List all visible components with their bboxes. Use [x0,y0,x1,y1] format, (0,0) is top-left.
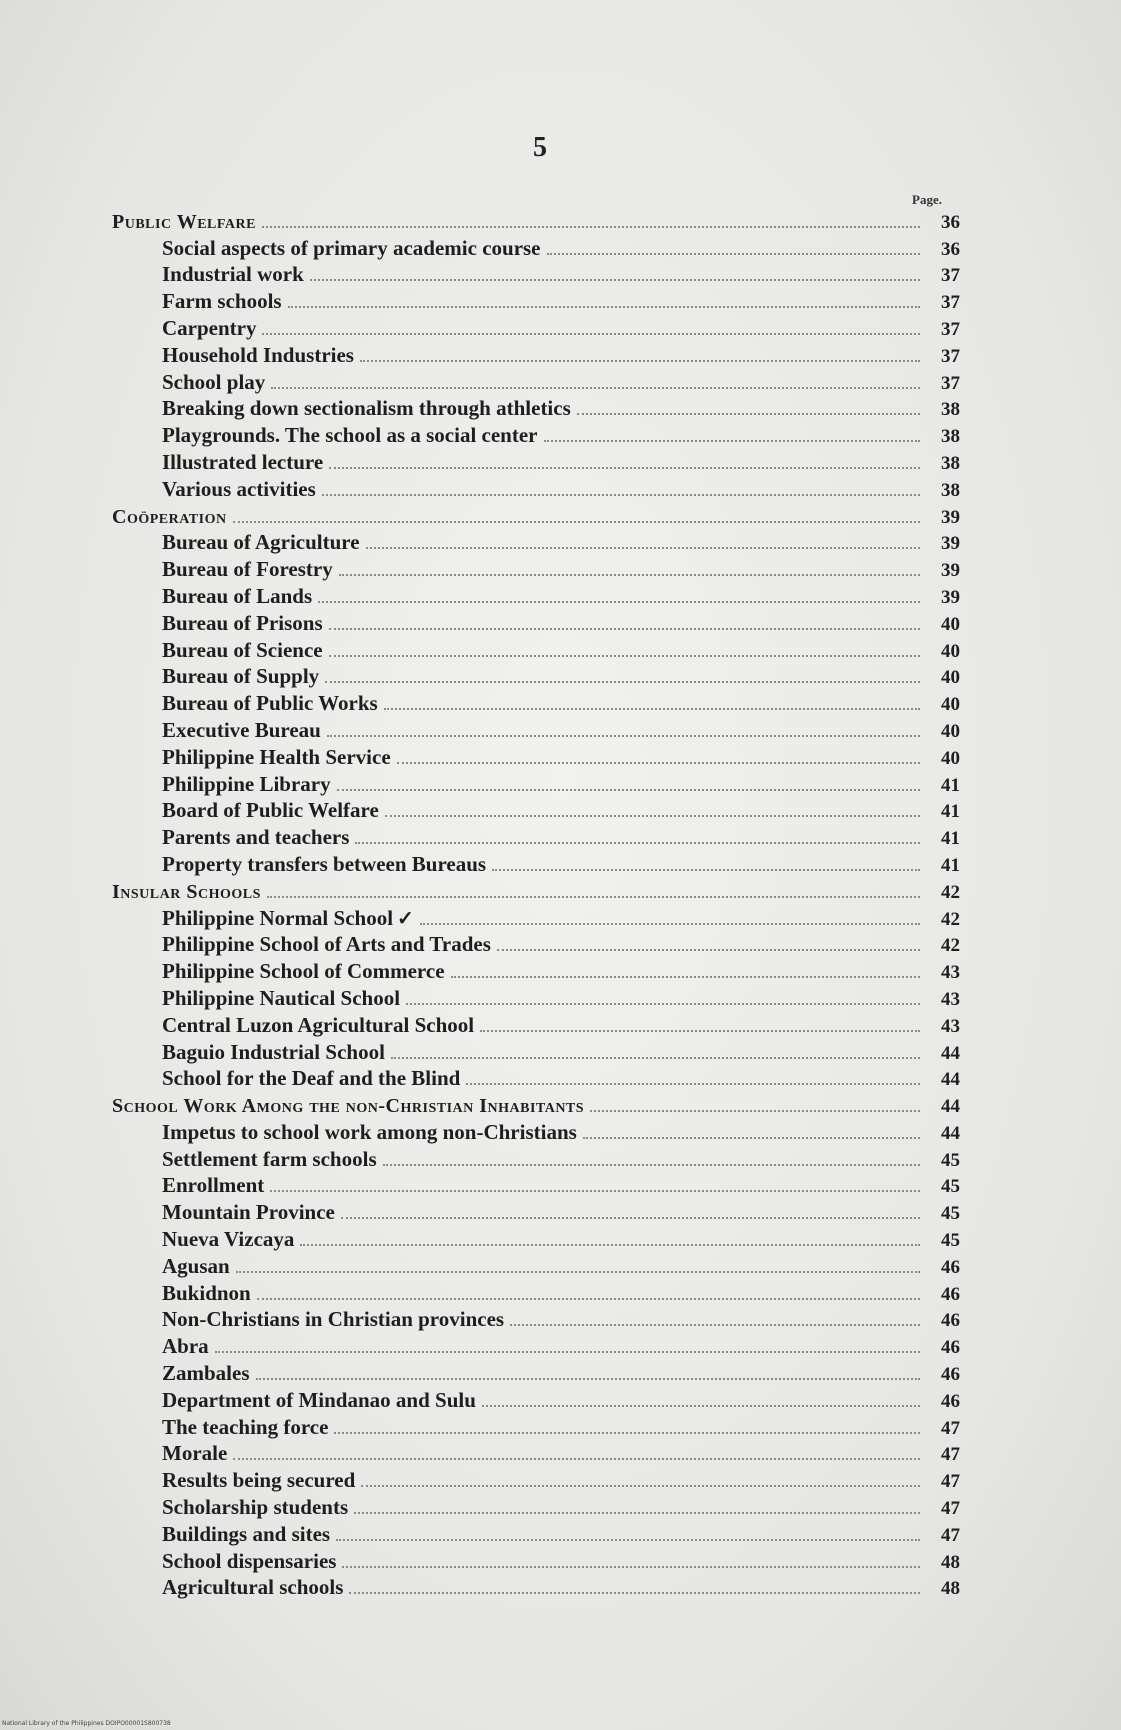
toc-entry-label: School for the Deaf and the Blind [162,1066,461,1091]
toc-entry-label: Bureau of Supply [162,664,320,689]
dot-leader [510,1323,920,1326]
toc-entry-page: 41 [941,854,960,876]
toc-entry-label: Farm schools [162,289,282,314]
toc-entry [112,1009,960,1036]
toc-entry-page: 44 [941,1122,960,1144]
toc-entry-page: 40 [941,720,960,742]
toc-entry-label: Carpentry [162,315,257,340]
dot-leader [361,1484,920,1487]
toc-entry-label: Bureau of Forestry [162,557,333,582]
toc-entry-label: Bureau of Prisons [162,610,323,635]
dot-leader [337,788,920,791]
toc-entry-label: Coöperation [112,505,227,528]
dot-leader [383,1163,920,1166]
toc-entry [112,1143,960,1170]
dot-leader [233,520,920,523]
toc-entry-label: Bukidnon [162,1280,251,1305]
toc-entry-page: 46 [941,1364,960,1386]
toc-entry-page: 36 [941,211,960,233]
dot-leader [480,1029,920,1032]
toc-entry-page: 40 [941,747,960,769]
dot-leader [233,1457,920,1460]
dot-leader [336,1538,920,1541]
dot-leader [300,1243,920,1246]
toc-entry [112,768,960,795]
toc-entry-label: Mountain Province [162,1200,335,1225]
toc-entry [112,714,960,741]
toc-entry-page: 38 [941,399,960,421]
toc-entry-label: Philippine Nautical School [162,985,401,1010]
toc-entry-page: 48 [941,1551,960,1573]
toc-entry-page: 40 [941,667,960,689]
table-of-contents [112,205,960,1598]
toc-entry [112,1250,960,1277]
dot-leader [262,225,920,228]
toc-entry-page: 42 [941,935,960,957]
toc-entry-label: Parents and teachers [162,825,350,850]
toc-entry-page: 40 [941,613,960,635]
toc-entry-page: 43 [941,962,960,984]
dot-leader [384,707,920,710]
toc-entry-page: 43 [941,988,960,1010]
dot-leader [590,1109,920,1112]
toc-entry-label: The teaching force [162,1414,329,1439]
toc-entry-page: 36 [941,238,960,260]
toc-entry-page: 39 [941,533,960,555]
dot-leader [406,1002,920,1005]
dot-leader [236,1270,920,1273]
toc-entry-label: Enrollment [162,1173,265,1198]
toc-entry [112,339,960,366]
archive-footer: National Library of the Philippines DOIPO00001S800738 [2,1720,171,1727]
toc-entry-label: Settlement farm schools [162,1146,377,1171]
toc-entry-label: Zambales [162,1361,250,1386]
toc-entry-label: Results being secured [162,1468,356,1493]
toc-entry-label: Impetus to school work among non-Christians [162,1119,577,1144]
toc-entry [112,848,960,875]
toc-entry [112,1170,960,1197]
toc-entry-label: Social aspects of primary academic course [162,235,541,260]
toc-entry [112,1196,960,1223]
dot-leader [310,278,920,281]
toc-entry [112,607,960,634]
toc-entry-label: Non-Christians in Christian provinces [162,1307,505,1332]
toc-entry-page: 47 [941,1498,960,1520]
toc-entry-page: 39 [941,586,960,608]
toc-entry-label: Household Industries [162,342,354,367]
dot-leader [329,627,920,630]
toc-entry-label: Executive Bureau [162,717,321,742]
toc-entry [112,929,960,956]
dot-leader [451,975,920,978]
toc-entry [112,580,960,607]
toc-entry-label: Bureau of Science [162,637,323,662]
dot-leader [544,439,921,442]
toc-entry [112,661,960,688]
dot-leader [257,1297,920,1300]
toc-entry [112,982,960,1009]
toc-entry-page: 47 [941,1417,960,1439]
toc-entry-label: Playgrounds. The school as a social center [162,423,538,448]
toc-entry-page: 48 [941,1578,960,1600]
toc-entry [112,419,960,446]
toc-entry-label: Insular Schools [112,880,261,903]
toc-entry-page: 39 [941,506,960,528]
toc-entry-label: Bureau of Lands [162,583,313,608]
dot-leader [366,546,920,549]
toc-entry-label: Scholarship students [162,1495,349,1520]
toc-entry-label: Central Luzon Agricultural School [162,1012,475,1037]
toc-entry-page: 41 [941,828,960,850]
dot-leader [339,573,920,576]
toc-entry [112,1464,960,1491]
toc-entry [112,232,960,259]
toc-entry-page: 46 [941,1390,960,1412]
toc-entry-label: School Work Among the non-Christian Inhabitants [112,1095,585,1118]
toc-entry-page: 46 [941,1337,960,1359]
dot-leader [329,654,920,657]
toc-entry [112,1357,960,1384]
toc-entry-page: 45 [941,1176,960,1198]
toc-entry-label: Agusan [162,1253,230,1278]
toc-entry-label: Bureau of Public Works [162,691,378,716]
toc-entry-page: 44 [941,1096,960,1118]
toc-entry [112,1304,960,1331]
toc-entry-label: Nueva Vizcaya [162,1227,295,1252]
toc-entry-page: 41 [941,801,960,823]
dot-leader [497,948,920,951]
toc-entry-label: Philippine Normal School [162,905,394,930]
toc-entry [112,1411,960,1438]
toc-entry [112,553,960,580]
dot-leader [492,868,920,871]
toc-entry [112,902,960,929]
toc-section-heading [112,1089,960,1116]
dot-leader [270,1189,920,1192]
toc-entry-label: Morale [162,1441,228,1466]
dot-leader [342,1565,920,1568]
toc-entry-label: Board of Public Welfare [162,798,379,823]
check-mark-icon: ✓ [397,907,414,930]
dot-leader [420,922,920,925]
toc-entry-page: 44 [941,1069,960,1091]
toc-entry-label: Agricultural schools [162,1575,344,1600]
toc-entry-page: 43 [941,1015,960,1037]
dot-leader [360,359,920,362]
dot-leader [318,600,920,603]
toc-entry [112,1518,960,1545]
toc-entry [112,1545,960,1572]
toc-entry [112,1384,960,1411]
toc-entry [112,795,960,822]
toc-entry [112,259,960,286]
toc-entry-page: 47 [941,1444,960,1466]
toc-entry-page: 42 [941,881,960,903]
toc-entry-page: 38 [941,452,960,474]
toc-entry-label: Illustrated lecture [162,449,324,474]
toc-entry [112,1438,960,1465]
toc-entry-page: 45 [941,1203,960,1225]
dot-leader [329,466,920,469]
toc-entry-page: 45 [941,1230,960,1252]
toc-entry [112,527,960,554]
toc-entry-page: 45 [941,1149,960,1171]
dot-leader [355,841,920,844]
dot-leader [354,1511,920,1514]
toc-entry-page: 42 [941,908,960,930]
toc-entry [112,1491,960,1518]
toc-entry [112,446,960,473]
toc-entry [112,1063,960,1090]
dot-leader [325,680,920,683]
toc-entry-page: 37 [941,345,960,367]
toc-entry-page: 37 [941,372,960,394]
toc-entry-page: 39 [941,560,960,582]
page-column-header: Page. [912,192,942,207]
toc-entry [112,821,960,848]
toc-section-heading [112,500,960,527]
toc-entry-label: Buildings and sites [162,1521,331,1546]
toc-entry-label: Department of Mindanao and Sulu [162,1387,476,1412]
dot-leader [322,493,920,496]
toc-entry-page: 38 [941,479,960,501]
dot-leader [262,332,920,335]
toc-entry-page: 37 [941,265,960,287]
toc-entry-label: Public Welfare [112,210,256,233]
toc-entry-label: Philippine Health Service [162,744,391,769]
dot-leader [385,814,920,817]
toc-section-heading [112,875,960,902]
dot-leader [397,761,920,764]
toc-entry-page: 37 [941,318,960,340]
dot-leader [547,252,920,255]
toc-entry [112,687,960,714]
toc-entry-label: Bureau of Agriculture [162,530,360,555]
toc-entry [112,285,960,312]
toc-entry [112,634,960,661]
toc-entry-label: Philippine School of Arts and Trades [162,932,491,957]
dot-leader [288,305,920,308]
toc-entry [112,1036,960,1063]
toc-entry-label: Abra [162,1334,209,1359]
toc-entry-label: Property transfers between Bureaus [162,851,487,876]
toc-entry-label: Industrial work [162,262,304,287]
toc-entry-label: Baguio Industrial School [162,1039,385,1064]
toc-entry-label: Breaking down sectionalism through athletics [162,396,571,421]
dot-leader [583,1136,920,1139]
toc-entry [112,955,960,982]
dot-leader [341,1216,920,1219]
toc-entry-page: 38 [941,426,960,448]
toc-entry [112,393,960,420]
toc-entry [112,1223,960,1250]
toc-entry-page: 37 [941,292,960,314]
toc-entry-page: 46 [941,1256,960,1278]
toc-entry-page: 41 [941,774,960,796]
toc-entry-page: 47 [941,1524,960,1546]
toc-entry-label: Philippine Library [162,771,331,796]
page-number: 5 [533,132,547,163]
toc-entry-page: 44 [941,1042,960,1064]
toc-entry [112,1572,960,1599]
toc-entry-page: 47 [941,1471,960,1493]
dot-leader [577,412,920,415]
toc-entry-label: School dispensaries [162,1548,337,1573]
toc-entry [112,1330,960,1357]
toc-entry [112,312,960,339]
dot-leader [349,1591,920,1594]
dot-leader [215,1350,920,1353]
dot-leader [267,895,920,898]
toc-entry-label: School play [162,369,266,394]
toc-entry-label: Various activities [162,476,316,501]
dot-leader [391,1056,920,1059]
toc-entry-page: 40 [941,694,960,716]
dot-leader [482,1404,920,1407]
dot-leader [327,734,920,737]
toc-section-heading [112,205,960,232]
toc-entry [112,741,960,768]
toc-entry-page: 40 [941,640,960,662]
toc-entry [112,1116,960,1143]
toc-entry-page: 46 [941,1310,960,1332]
toc-entry [112,1277,960,1304]
toc-entry [112,366,960,393]
dot-leader [466,1082,920,1085]
dot-leader [271,386,920,389]
toc-entry-page: 46 [941,1283,960,1305]
toc-entry-label: Philippine School of Commerce [162,959,445,984]
toc-entry [112,473,960,500]
dot-leader [334,1431,920,1434]
dot-leader [256,1377,920,1380]
